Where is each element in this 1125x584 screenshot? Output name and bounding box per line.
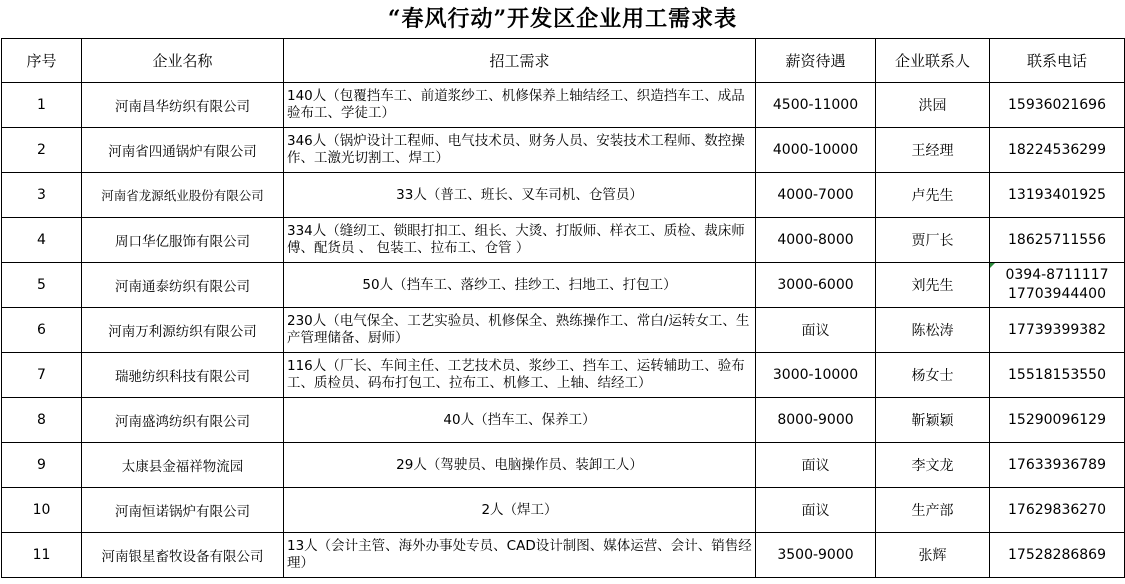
cell-salary[interactable]: 4000-7000 [756,173,876,218]
cell-phone[interactable]: 15936021696 [990,83,1125,128]
cell-company[interactable]: 周口华亿服饰有限公司 [82,218,284,263]
cell-phone[interactable]: 17629836270 [990,488,1125,533]
table-header-row [2,39,1125,83]
table-row [2,173,1125,218]
cell-contact[interactable]: 张辉 [876,533,990,578]
cell-no[interactable]: 5 [2,263,82,308]
cell-no[interactable]: 4 [2,218,82,263]
cell-salary[interactable]: 8000-9000 [756,398,876,443]
table-row [2,353,1125,398]
cell-contact[interactable]: 李文龙 [876,443,990,488]
cell-no[interactable]: 1 [2,83,82,128]
table-row [2,533,1125,578]
cell-contact[interactable]: 卢先生 [876,173,990,218]
cell-demand[interactable]: 29人（驾驶员、电脑操作员、装卸工人） [284,443,756,488]
cell-company[interactable]: 河南省龙源纸业股份有限公司 [82,173,284,218]
cell-no[interactable]: 2 [2,128,82,173]
cell-no[interactable]: 8 [2,398,82,443]
cell-contact[interactable]: 陈松涛 [876,308,990,353]
cell-phone[interactable]: 17739399382 [990,308,1125,353]
cell-contact[interactable]: 王经理 [876,128,990,173]
table-row [2,128,1125,173]
cell-demand[interactable]: 230人（电气保全、工艺实验员、机修保全、熟练操作工、常白/运转女工、生产管理储备、厨师） [284,308,756,353]
cell-no[interactable]: 7 [2,353,82,398]
cell-salary[interactable]: 3500-9000 [756,533,876,578]
recruitment-table [1,38,1125,578]
table-row [2,398,1125,443]
cell-company[interactable]: 河南昌华纺织有限公司 [82,83,284,128]
cell-company[interactable]: 太康县金福祥物流园 [82,443,284,488]
header-cell-demand[interactable]: 招工需求 [284,39,756,83]
table-row [2,263,1125,308]
cell-company[interactable]: 河南恒诺锅炉有限公司 [82,488,284,533]
cell-company[interactable]: 河南盛鸿纺织有限公司 [82,398,284,443]
phone-secondary: 17703944400 [1008,286,1106,302]
cell-salary[interactable]: 4000-10000 [756,128,876,173]
cell-company[interactable]: 河南万利源纺织有限公司 [82,308,284,353]
cell-no[interactable]: 10 [2,488,82,533]
table-row [2,83,1125,128]
cell-phone[interactable] [990,263,1125,308]
cell-demand[interactable]: 140人（包覆挡车工、前道浆纱工、机修保养上轴结经工、织造挡车工、成品验布工、学徒工） [284,83,756,128]
cell-company[interactable]: 河南银星畜牧设备有限公司 [82,533,284,578]
table-row [2,488,1125,533]
header-cell-contact[interactable]: 企业联系人 [876,39,990,83]
cell-demand[interactable]: 33人（普工、班长、叉车司机、仓管员） [284,173,756,218]
phone-primary: 0394-8711117 [1005,267,1109,283]
cell-salary[interactable]: 面议 [756,488,876,533]
cell-company[interactable]: 河南通泰纺织有限公司 [82,263,284,308]
cell-phone[interactable]: 17633936789 [990,443,1125,488]
cell-phone[interactable]: 15290096129 [990,398,1125,443]
cell-contact[interactable]: 杨女士 [876,353,990,398]
cell-phone[interactable]: 17528286869 [990,533,1125,578]
cell-demand[interactable]: 40人（挡车工、保养工） [284,398,756,443]
cell-no[interactable]: 6 [2,308,82,353]
cell-salary[interactable]: 面议 [756,308,876,353]
cell-contact[interactable]: 生产部 [876,488,990,533]
cell-salary[interactable]: 3000-6000 [756,263,876,308]
cell-demand[interactable]: 334人（缝纫工、锁眼打扣工、组长、大烫、打版师、样衣工、质检、裁床师傅、配货员 、 包装工、拉布工、仓管 ） [284,218,756,263]
cell-salary[interactable]: 3000-10000 [756,353,876,398]
cell-phone[interactable]: 15518153550 [990,353,1125,398]
page-title: “春风行动”开发区企业用工需求表 [387,6,738,32]
cell-demand[interactable]: 346人（锅炉设计工程师、电气技术员、财务人员、安装技术工程师、数控操作、工激光切割工、焊工） [284,128,756,173]
cell-demand[interactable]: 50人（挡车工、落纱工、挂纱工、扫地工、打包工） [284,263,756,308]
cell-no[interactable]: 3 [2,173,82,218]
header-cell-phone[interactable]: 联系电话 [990,39,1125,83]
table-row [2,218,1125,263]
cell-no[interactable]: 11 [2,533,82,578]
cell-company[interactable]: 瑞驰纺织科技有限公司 [82,353,284,398]
cell-phone[interactable]: 13193401925 [990,173,1125,218]
cell-no[interactable]: 9 [2,443,82,488]
cell-contact[interactable]: 贾厂长 [876,218,990,263]
cell-phone[interactable]: 18224536299 [990,128,1125,173]
cell-salary[interactable]: 4000-8000 [756,218,876,263]
cell-salary[interactable]: 4500-11000 [756,83,876,128]
cell-contact[interactable]: 靳颖颖 [876,398,990,443]
header-cell-salary[interactable]: 薪资待遇 [756,39,876,83]
cell-demand[interactable]: 2人（焊工） [284,488,756,533]
cell-demand[interactable]: 116人（厂长、车间主任、工艺技术员、浆纱工、挡车工、运转辅助工、验布工、质检员、码布打包工、拉布工、机修工、上轴、结经工） [284,353,756,398]
cell-phone[interactable]: 18625711556 [990,218,1125,263]
comment-marker-icon [990,263,995,268]
cell-contact[interactable]: 洪园 [876,83,990,128]
header-cell-no[interactable]: 序号 [2,39,82,83]
table-row [2,443,1125,488]
cell-company[interactable]: 河南省四通锅炉有限公司 [82,128,284,173]
cell-salary[interactable]: 面议 [756,443,876,488]
table-row [2,308,1125,353]
cell-contact[interactable]: 刘先生 [876,263,990,308]
cell-demand[interactable]: 13人（会计主管、海外办事处专员、CAD设计制图、媒体运营、会计、销售经理） [284,533,756,578]
header-cell-company[interactable]: 企业名称 [82,39,284,83]
